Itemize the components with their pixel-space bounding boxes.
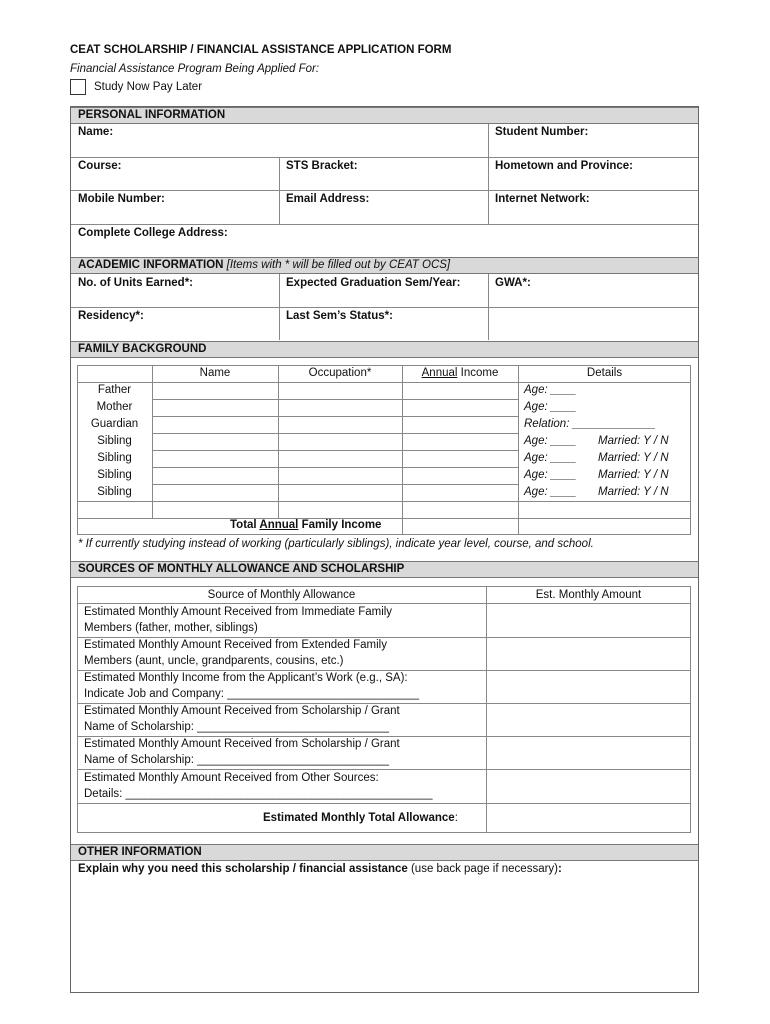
total-family-income-label: Total Annual Family Income: [230, 519, 382, 531]
family-note: * If currently studying instead of working (particularly siblings), indicate year level, course, and school.: [78, 538, 594, 550]
row-detail: Age: ____: [524, 452, 577, 464]
row-label: Guardian: [90, 418, 139, 430]
form-title: CEAT SCHOLARSHIP / FINANCIAL ASSISTANCE APPLICATION FORM: [70, 44, 452, 56]
col-name: Name: [199, 367, 231, 379]
source-line: Estimated Monthly Amount Received from Other Sources:: [84, 772, 379, 784]
source-line: Members (father, mother, siblings): [84, 622, 258, 634]
row-label: Sibling: [97, 486, 132, 498]
source-line: Estimated Monthly Amount Received from Immediate Family: [84, 606, 393, 618]
student-number-label: Student Number:: [495, 126, 589, 138]
row-detail: Relation: _____________: [524, 418, 656, 430]
col-occupation: Occupation*: [308, 367, 372, 379]
other-header: OTHER INFORMATION: [71, 844, 698, 861]
row-detail: Age: ____: [524, 435, 577, 447]
allowance-header: SOURCES OF MONTHLY ALLOWANCE AND SCHOLARSHIP: [71, 561, 698, 578]
family-header: FAMILY BACKGROUND: [71, 341, 698, 358]
residency-label: Residency*:: [78, 310, 144, 322]
sts-label: STS Bracket:: [286, 160, 358, 172]
row-label: Sibling: [97, 452, 132, 464]
row-detail: Age: ____: [524, 469, 577, 481]
academic-header: ACADEMIC INFORMATION [Items with * will be filled out by CEAT OCS]: [71, 257, 698, 274]
total-allowance-label: Estimated Monthly Total Allowance:: [263, 812, 458, 824]
network-label: Internet Network:: [495, 193, 590, 205]
row-married: Married: Y / N: [598, 469, 669, 481]
snpl-checkbox[interactable]: [70, 79, 86, 95]
name-label: Name:: [78, 126, 114, 138]
col-source: Source of Monthly Allowance: [207, 589, 356, 601]
grad-label: Expected Graduation Sem/Year:: [286, 277, 461, 289]
row-label: Sibling: [97, 469, 132, 481]
col-details: Details: [586, 367, 623, 379]
gwa-label: GWA*:: [495, 277, 531, 289]
row-detail: Age: ____: [524, 486, 577, 498]
row-detail: Age: ____: [524, 401, 577, 413]
source-line: Estimated Monthly Amount Received from Extended Family: [84, 639, 387, 651]
source-line: Indicate Job and Company: ______________________________: [84, 688, 420, 700]
source-line: Name of Scholarship: ______________________________: [84, 754, 390, 766]
hometown-label: Hometown and Province:: [495, 160, 634, 172]
personal-header: PERSONAL INFORMATION: [71, 107, 698, 124]
last-sem-label: Last Sem’s Status*:: [286, 310, 393, 322]
row-label: Sibling: [97, 435, 132, 447]
row-married: Married: Y / N: [598, 486, 669, 498]
row-label: Mother: [96, 401, 133, 413]
program-label: Financial Assistance Program Being Applied For:: [70, 63, 320, 75]
course-label: Course:: [78, 160, 122, 172]
row-married: Married: Y / N: [598, 435, 669, 447]
source-line: Details: ________________________________________________: [84, 788, 433, 800]
row-married: Married: Y / N: [598, 452, 669, 464]
row-label: Father: [97, 384, 132, 396]
college-address-label: Complete College Address:: [78, 227, 228, 239]
col-income: Annual Income: [421, 367, 499, 379]
source-line: Estimated Monthly Income from the Applicant’s Work (e.g., SA):: [84, 672, 408, 684]
source-line: Estimated Monthly Amount Received from Scholarship / Grant: [84, 705, 400, 717]
explain-prompt: Explain why you need this scholarship / financial assistance (use back page if necessary):: [78, 863, 562, 875]
units-label: No. of Units Earned*:: [78, 277, 194, 289]
source-line: Estimated Monthly Amount Received from Scholarship / Grant: [84, 738, 400, 750]
mobile-label: Mobile Number:: [78, 193, 165, 205]
source-line: Members (aunt, uncle, grandparents, cousins, etc.): [84, 655, 344, 667]
email-label: Email Address:: [286, 193, 370, 205]
source-line: Name of Scholarship: ______________________________: [84, 721, 390, 733]
col-amount: Est. Monthly Amount: [535, 589, 642, 601]
row-detail: Age: ____: [524, 384, 577, 396]
snpl-label: Study Now Pay Later: [94, 81, 203, 93]
